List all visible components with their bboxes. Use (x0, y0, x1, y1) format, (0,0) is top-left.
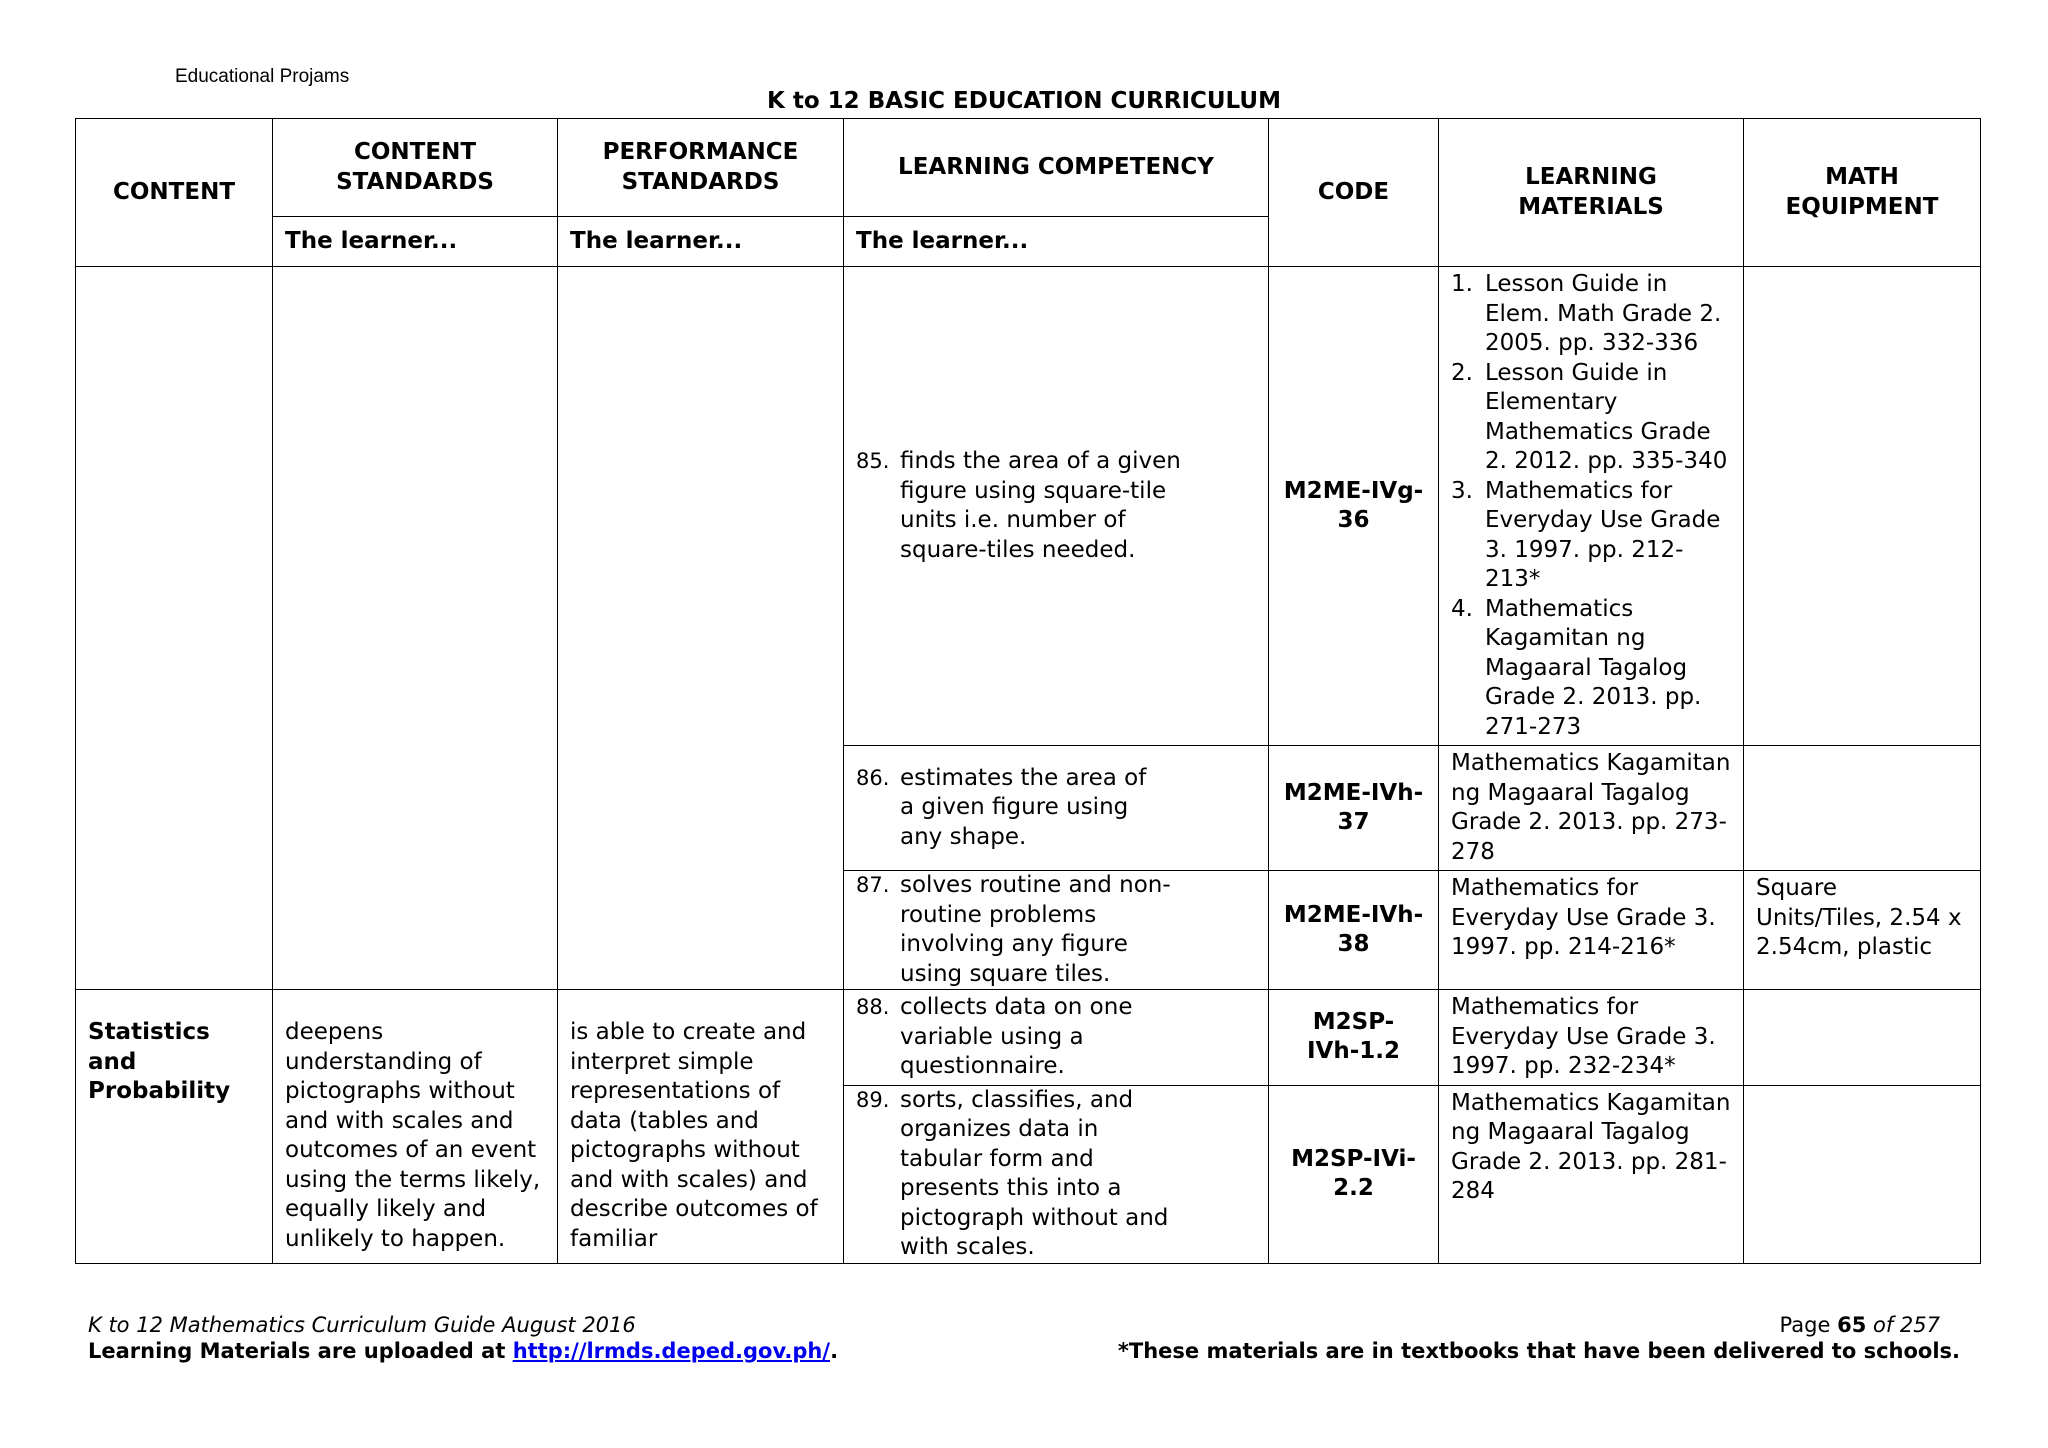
lrmds-link[interactable]: http://lrmds.deped.gov.ph/ (512, 1339, 831, 1363)
competency-text: sorts, classifies, and organizes data in tabular form and presents this into a pictograph without and with scales. (900, 1086, 1169, 1260)
competency-text: solves routine and non-routine problems involving any figure using square tiles. (900, 872, 1171, 987)
competency-number: 89. (856, 1087, 890, 1112)
competency-text: estimates the area of a given figure using any shape. (900, 764, 1147, 850)
learner-label: The learner... (844, 217, 1269, 267)
equipment-cell (1744, 746, 1981, 871)
materials-cell: Mathematics Kagamitan ng Magaaral Tagalog Grade 2. 2013. pp. 273-278 (1439, 746, 1744, 871)
upload-suffix: . (830, 1339, 839, 1363)
list-item: 4. Mathematics Kagamitan ng Magaaral Tagalog Grade 2. 2013. pp. 271-273 (1451, 595, 1702, 740)
col-math-equipment-header: MATH EQUIPMENT (1744, 119, 1981, 267)
footer-textbook-note: *These materials are in textbooks that have been delivered to schools. (1117, 1339, 1960, 1363)
header-label: Educational Projams (175, 66, 350, 87)
equipment-cell (1744, 1085, 1981, 1263)
header-row (76, 119, 1981, 217)
equipment-cell (1744, 267, 1981, 746)
competency-number: 88. (856, 995, 890, 1019)
col-content-standards-header: CONTENT STANDARDS (273, 119, 558, 217)
col-learning-competency-header: LEARNING COMPETENCY (844, 119, 1269, 217)
materials-cell: Mathematics Kagamitan ng Magaaral Tagalog Grade 2. 2013. pp. 281-284 (1439, 1085, 1744, 1263)
competency-text: collects data on one variable using a questionnaire. (900, 994, 1133, 1079)
footer-upload-note (88, 1339, 838, 1363)
document-title: K to 12 BASIC EDUCATION CURRICULUM (767, 88, 1281, 114)
competency-cell (844, 1085, 1269, 1263)
equipment-cell (1744, 990, 1981, 1086)
code-cell: M2ME-IVg-36 (1269, 267, 1439, 746)
list-item: 2. Lesson Guide in Elementary Mathematics Grade 2. 2012. pp. 335-340 (1451, 359, 1728, 474)
content-standard-cell (273, 267, 558, 990)
materials-cell: Mathematics for Everyday Use Grade 3. 1997. pp. 232-234* (1439, 990, 1744, 1086)
page-total: of 257 (1873, 1313, 1940, 1337)
page-label: Page (1779, 1313, 1831, 1337)
equipment-cell: Square Units/Tiles, 2.54 x 2.54cm, plastic (1744, 871, 1981, 990)
content-cell: Statistics and Probability (76, 990, 273, 1264)
materials-cell (1439, 267, 1744, 746)
page-number: 65 (1837, 1313, 1867, 1337)
competency-cell (844, 746, 1269, 871)
code-cell: M2ME-IVh-37 (1269, 746, 1439, 871)
competency-number: 87. (856, 873, 890, 897)
learner-label: The learner... (558, 217, 844, 267)
col-performance-standards-header: PERFORMANCE STANDARDS (558, 119, 844, 217)
curriculum-table (75, 118, 1981, 1264)
list-item: 1. Lesson Guide in Elem. Math Grade 2. 2005. pp. 332-336 (1451, 271, 1722, 356)
competency-number: 85. (856, 449, 890, 473)
table-row (76, 990, 1981, 1086)
competency-cell (844, 267, 1269, 746)
code-cell: M2SP-IVh-1.2 (1269, 990, 1439, 1086)
materials-cell: Mathematics for Everyday Use Grade 3. 1997. pp. 214-216* (1439, 871, 1744, 990)
col-code-header: CODE (1269, 119, 1439, 267)
content-standard-cell: deepens understanding of pictographs without and with scales and outcomes of an event using the terms likely, equally likely and unlikely to happen. (273, 990, 558, 1264)
list-item: 3. Mathematics for Everyday Use Grade 3. 1997. pp. 212-213* (1451, 477, 1721, 592)
code-cell: M2SP-IVi-2.2 (1269, 1085, 1439, 1263)
content-cell (76, 267, 273, 990)
competency-cell (844, 990, 1269, 1086)
learner-label: The learner... (273, 217, 558, 267)
col-content-header: CONTENT (76, 119, 273, 267)
code-cell: M2ME-IVh-38 (1269, 871, 1439, 990)
performance-standard-cell (558, 267, 844, 990)
materials-list (1451, 270, 1731, 742)
competency-cell (844, 871, 1269, 990)
performance-standard-cell: is able to create and interpret simple representations of data (tables and pictographs without and with scales) and describe outcomes of familiar (558, 990, 844, 1264)
competency-text: finds the area of a given figure using square-tile units i.e. number of square-tiles needed. (900, 448, 1181, 563)
table-row (76, 267, 1981, 746)
upload-prefix: Learning Materials are uploaded at (88, 1339, 513, 1363)
page-indicator (1780, 1313, 1940, 1337)
footer-guide-title: K to 12 Mathematics Curriculum Guide August 2016 (88, 1313, 636, 1337)
col-learning-materials-header: LEARNING MATERIALS (1439, 119, 1744, 267)
competency-number: 86. (856, 765, 890, 790)
